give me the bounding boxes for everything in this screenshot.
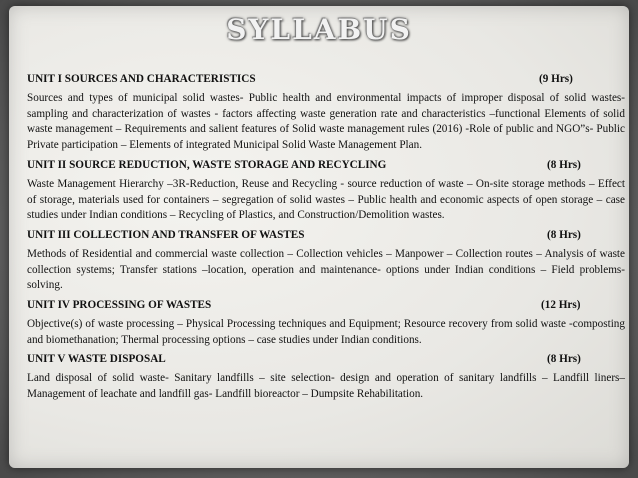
unit-title: UNIT III COLLECTION AND TRANSFER OF WASTES	[27, 228, 305, 241]
unit-heading	[27, 158, 625, 174]
unit-hours: (9 Hrs)	[539, 73, 573, 85]
unit-section	[27, 352, 625, 402]
unit-hours: (8 Hrs)	[547, 353, 581, 366]
unit-title: UNIT V WASTE DISPOSAL	[27, 353, 166, 366]
unit-title: UNIT IV PROCESSING OF WASTES	[27, 299, 212, 312]
unit-description: Sources and types of municipal solid wastes- Public health and environmental impacts of improper disposal of solid wastes- sampling and characterization of wastes - factors affecting waste generation rate and characteristics –functional Elements of solid waste management – Requirements and salient features of Solid waste management rules (2016) -Role of public and NGO”s- Public Private participation – Elements of integrated Municipal Solid Waste Management Plan.	[27, 92, 625, 152]
unit-section	[27, 72, 625, 154]
unit-heading	[27, 228, 625, 244]
unit-section	[27, 158, 625, 224]
unit-section	[27, 298, 625, 348]
unit-description: Waste Management Hierarchy –3R-Reduction, Reuse and Recycling - source reduction of waste – On-site storage methods – Effect of storage, materials used for containers – segregation of solid wastes – Public health and economic aspects of open storage – case studies under Indian conditions – Recycling of Plastics, and Construction/Demolition wastes.	[27, 177, 625, 222]
unit-hours: (8 Hrs)	[547, 228, 581, 241]
unit-section	[27, 228, 625, 294]
unit-description: Objective(s) of waste processing – Physical Processing techniques and Equipment; Resource recovery from solid waste -composting and biomethanation; Thermal processing options – case studies under Indian conditions.	[27, 318, 625, 346]
unit-heading	[27, 72, 625, 88]
unit-title: UNIT I SOURCES AND CHARACTERISTICS	[27, 73, 256, 85]
unit-heading	[27, 298, 625, 314]
unit-description: Methods of Residential and commercial waste collection – Collection vehicles – Manpower – Collection routes – Analysis of waste collection systems; Transfer stations –location, operation and maintenance- options under Indian conditions – Field problems- solving.	[27, 247, 625, 292]
unit-description: Land disposal of solid waste- Sanitary landfills – site selection- design and operation of sanitary landfills – Landfill liners– Management of leachate and landfill gas- Landfill bioreactor – Dumpsite Rehabilitation.	[27, 372, 625, 401]
unit-title: UNIT II SOURCE REDUCTION, WASTE STORAGE AND RECYCLING	[27, 158, 387, 171]
syllabus-content	[27, 72, 625, 407]
slide-title: SYLLABUS	[226, 13, 412, 46]
unit-heading	[27, 352, 625, 368]
unit-hours: (12 Hrs)	[541, 299, 581, 312]
paper-background	[9, 6, 629, 468]
unit-hours: (8 Hrs)	[547, 158, 581, 171]
